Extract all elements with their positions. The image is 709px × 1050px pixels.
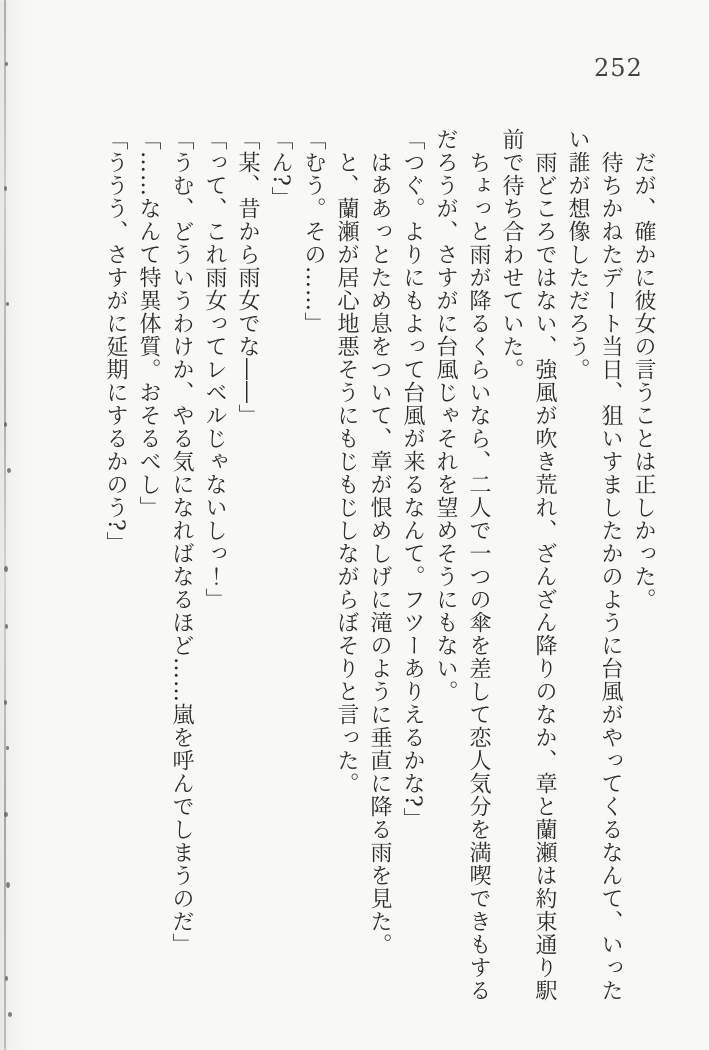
binding-speck bbox=[7, 468, 11, 473]
binding-speck bbox=[5, 624, 8, 629]
page-binding-edge bbox=[4, 0, 6, 1050]
binding-speck bbox=[6, 302, 9, 306]
text-line: 「つぐ。よりにもよって台風が来るなんて。フツーありえるかな?」 bbox=[400, 128, 425, 831]
binding-speck bbox=[5, 62, 8, 66]
text-line: 「……なんて特異体質。おそるべし」 bbox=[136, 128, 161, 519]
binding-speck bbox=[4, 422, 7, 427]
text-block bbox=[99, 128, 660, 1025]
text-line: はああっとため息をついて、章が恨めしげに滝のように垂直に降る雨を見た。 bbox=[367, 128, 392, 956]
text-line: 待ちかねたデート当日、狙いすましたかのように台風がやってくるなんて、いった bbox=[598, 128, 623, 1002]
text-line: ちょっと雨が降るくらいなら、二人で一つの傘を差して恋人気分を満喫できもする bbox=[466, 128, 491, 1002]
binding-speck bbox=[4, 812, 8, 817]
text-line: 「むう。その……」 bbox=[301, 128, 326, 335]
binding-speck bbox=[4, 700, 7, 705]
text-line: と、蘭瀬が居心地悪そうにもじもじしながらぼそりと言った。 bbox=[334, 128, 359, 795]
text-line: 「某、昔から雨女でな――」 bbox=[235, 128, 260, 427]
text-line: 「ん?」 bbox=[268, 128, 293, 210]
binding-speck bbox=[4, 566, 8, 572]
text-line: だが、確かに彼女の言うことは正しかった。 bbox=[631, 128, 656, 611]
binding-speck bbox=[8, 1012, 12, 1017]
text-line: 「うむ、どういうわけか、やる気になればなるほど……嵐を呼んでしまうのだ」 bbox=[169, 128, 194, 956]
binding-speck bbox=[6, 746, 9, 750]
text-line: 前で待ち合わせていた。 bbox=[499, 128, 524, 381]
binding-speck bbox=[4, 186, 7, 191]
binding-speck bbox=[5, 976, 8, 981]
text-line: 「って、これ雨女ってレベルじゃないしっ！」 bbox=[202, 128, 227, 611]
text-line: だろうが、さすがに台風じゃそれを望めそうにもない。 bbox=[433, 128, 458, 703]
text-line: 「ううう、さすがに延期にするかのう?」 bbox=[103, 128, 128, 555]
text-line: い誰が想像しただろう。 bbox=[565, 128, 590, 381]
text-line: 雨どころではない、強風が吹き荒れ、ざんざん降りのなか、章と蘭瀬は約束通り駅 bbox=[532, 128, 557, 1002]
page-number: 252 bbox=[594, 54, 643, 82]
binding-speck bbox=[6, 882, 10, 888]
